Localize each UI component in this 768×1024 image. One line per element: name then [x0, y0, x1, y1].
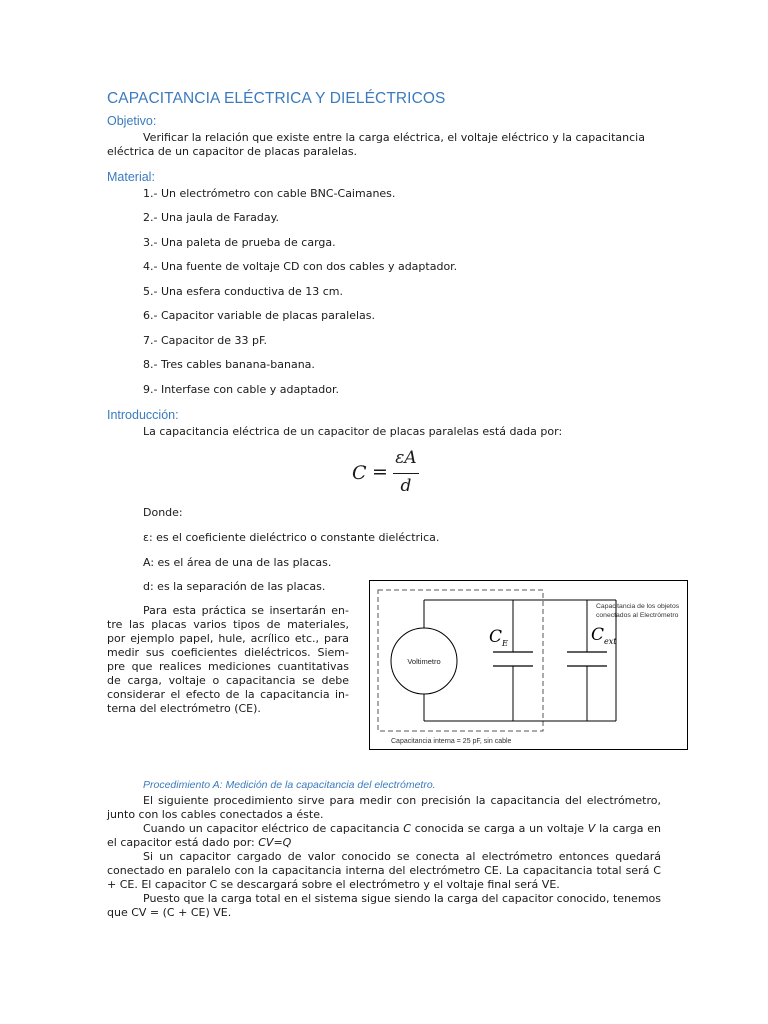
objetivo-line-2: eléctrica de un capacitor de placas paralelas. [107, 145, 358, 158]
material-item: 3.- Una paleta de prueba de carga. [143, 236, 336, 249]
paragraph-line: de carga, voltaje o capacitancia se debe [107, 674, 349, 687]
objects-label-line-1: Capacitancia de los objetos [596, 603, 680, 610]
variable-v: V [587, 822, 596, 835]
material-item: 1.- Un electrómetro con cable BNC-Caimanes. [143, 187, 396, 200]
paragraph-line: pre que realices mediciones cuantitativas [107, 660, 349, 673]
circuit-diagram [369, 580, 688, 750]
cext-label: C [591, 625, 605, 645]
definition-epsilon: ε: es el coeficiente dieléctrico o constante dieléctrica. [143, 531, 440, 544]
material-item: 6.- Capacitor variable de placas paralelas. [143, 309, 376, 322]
procedimiento-title: Procedimiento A: Medición de la capacitancia del electrómetro. [143, 779, 436, 791]
material-item: 4.- Una fuente de voltaje CD con dos cables y adaptador. [143, 260, 458, 273]
paragraph-line: terna del electrómetro (CE). [107, 702, 261, 715]
definition-area: A: es el área de una de las placas. [143, 556, 332, 569]
material-item: 2.- Una jaula de Faraday. [143, 211, 280, 224]
fraction-bar [393, 473, 419, 474]
introduccion-heading: Introducción: [107, 408, 179, 422]
text-run: conocida se carga a un voltaje [410, 822, 588, 835]
formula-denominator: d [400, 476, 412, 496]
ce-label: C [489, 627, 503, 647]
paragraph-line: por ejemplo papel, hule, acrílico etc., para [107, 632, 349, 645]
procedimiento-paragraph-4: Puesto que la carga total en el sistema sigue siendo la carga del capacitor conocido, tenemos que CV = (C + CE) VE. [107, 892, 661, 919]
charge-equation: CV=Q [258, 836, 292, 849]
material-heading: Material: [107, 170, 155, 184]
paragraph-line: medir sus coeficientes dieléctricos. Siem- [107, 646, 349, 659]
capacitance-formula [350, 446, 430, 502]
objetivo-line-1: Verificar la relación que existe entre la carga eléctrica, el voltaje eléctrico y la capacitancia [143, 131, 645, 144]
material-item: 9.- Interfase con cable y adaptador. [143, 383, 339, 396]
formula-lhs: C [352, 462, 367, 484]
procedimiento-body [107, 794, 661, 920]
ce-subscript: E [502, 639, 508, 648]
text-run: Cuando un capacitor eléctrico de capacitancia [143, 822, 404, 835]
dielectric-paragraph [107, 604, 349, 716]
introduccion-text: La capacitancia eléctrica de un capacitor de placas paralelas está dada por: [143, 425, 563, 438]
paragraph-line: tre las placas varios tipos de materiales, [107, 618, 349, 631]
material-item: 7.- Capacitor de 33 pF. [143, 334, 268, 347]
paragraph-line: considerar el efecto de la capacitancia in- [107, 688, 349, 701]
procedimiento-paragraph-1: El siguiente procedimiento sirve para medir con precisión la capacitancia del electrómetro, junto con los cables conectados a éste. [107, 794, 661, 821]
definition-distance: d: es la separación de las placas. [143, 580, 326, 593]
procedimiento-paragraph-2 [107, 822, 661, 850]
paragraph-line: Para esta práctica se insertarán en- [143, 604, 349, 617]
variable-c: C [403, 822, 411, 835]
cext-subscript: ext [604, 637, 617, 646]
material-item: 5.- Una esfera conductiva de 13 cm. [143, 285, 343, 298]
objetivo-heading: Objetivo: [107, 114, 157, 128]
voltmeter-label: Voltimetro [407, 657, 441, 666]
text-run: la carga en el capacitor está dado por: [107, 822, 661, 849]
formula-equals: = [372, 461, 388, 483]
material-item: 8.- Tres cables banana-banana. [143, 358, 315, 371]
procedimiento-paragraph-3: Si un capacitor cargado de valor conocido se conecta al electrómetro entonces quedará conectado en paralelo con la capacitancia interna del electrómetro CE. La capacitancia total será C + CE. El capacitor C se descargará sobre el electrómetro y el voltaje final será VE. [107, 850, 661, 891]
page-title: CAPACITANCIA ELÉCTRICA Y DIELÉCTRICOS [107, 90, 446, 107]
donde-label: Donde: [143, 506, 183, 519]
internal-capacitance-label: Capacitancia interna = 25 pF, sin cable [391, 738, 512, 745]
formula-numerator: εA [395, 448, 417, 468]
objects-label-line-2: conectados al Electrómetro [596, 612, 679, 619]
